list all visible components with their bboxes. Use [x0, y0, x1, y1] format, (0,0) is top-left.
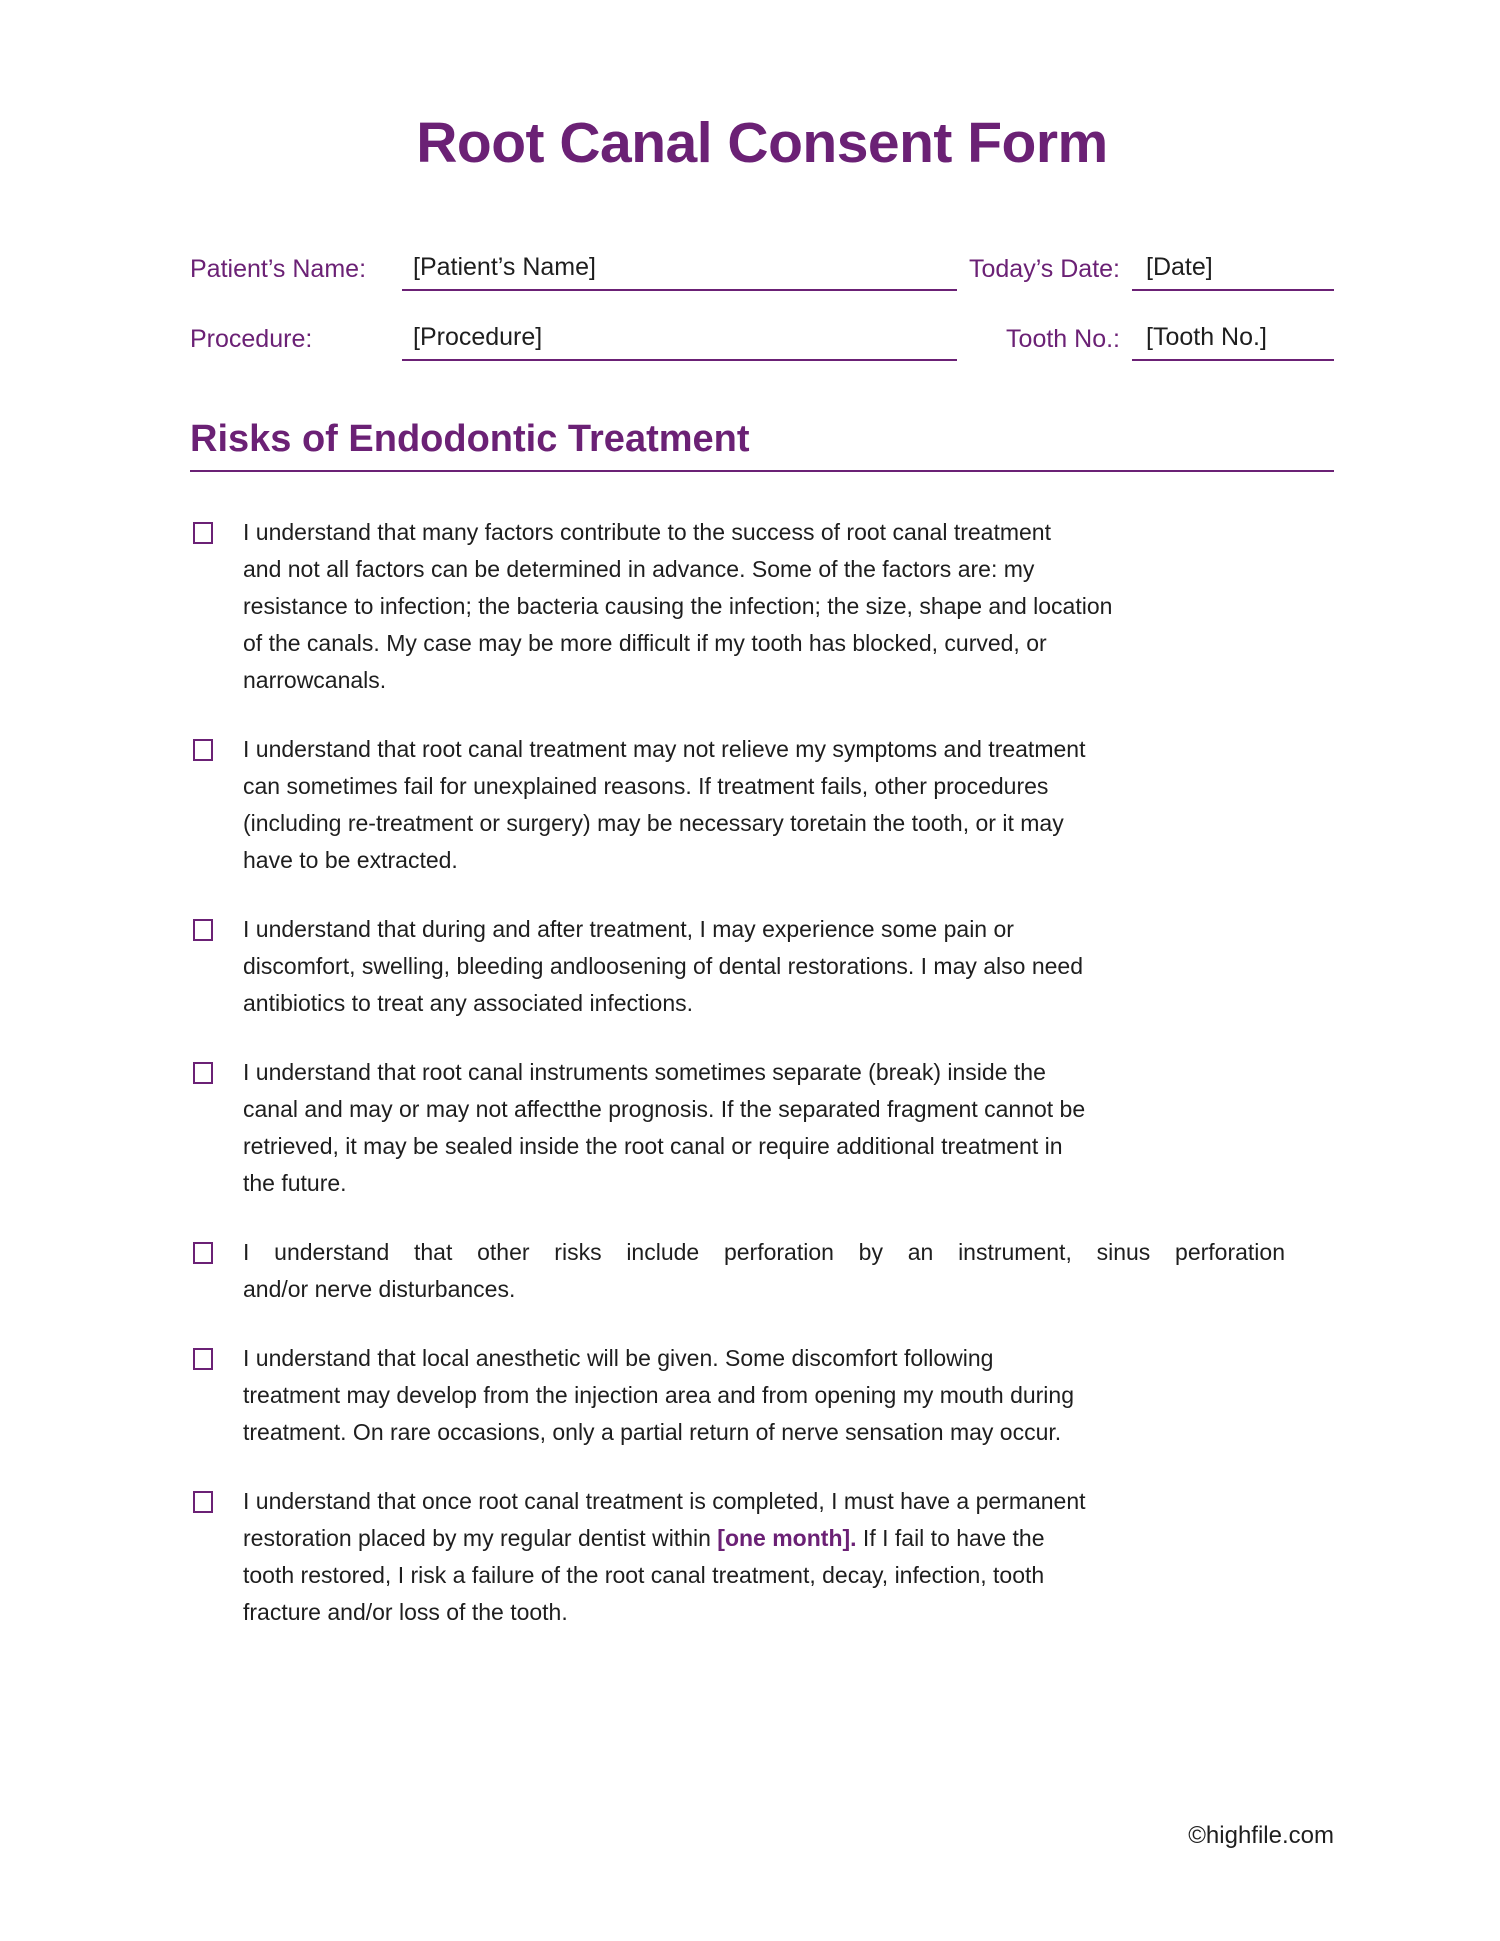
text-segment: retrieved, it may be sealed inside the root canal or require additional treatment in — [243, 1133, 1063, 1160]
item-line — [243, 1091, 1285, 1128]
item-line — [243, 662, 1285, 699]
checklist-item — [190, 1483, 1334, 1631]
item-line — [243, 842, 1285, 879]
text-segment: If I fail to have the — [856, 1525, 1045, 1552]
highlighted-text: [one month]. — [717, 1525, 857, 1552]
checklist-item — [190, 1054, 1334, 1202]
text-segment: antibiotics to treat any associated infections. — [243, 990, 694, 1017]
text-segment: treatment. On rare occasions, only a partial return of nerve sensation may occur. — [243, 1419, 1062, 1446]
text-segment: fracture and/or loss of the tooth. — [243, 1599, 568, 1626]
item-line — [243, 588, 1285, 625]
checklist-item — [190, 514, 1334, 699]
checklist-item — [190, 911, 1334, 1022]
item-line — [243, 1594, 1285, 1631]
copyright-watermark: ©highfile.com — [1188, 1822, 1334, 1849]
text-segment: I understand that local anesthetic will be given. Some discomfort following — [243, 1345, 994, 1372]
item-checkbox[interactable] — [193, 522, 213, 544]
item-checkbox[interactable] — [193, 1062, 213, 1084]
section-heading-risks: Risks of Endodontic Treatment — [190, 419, 1334, 473]
checklist-item — [190, 731, 1334, 879]
item-line — [243, 1414, 1285, 1451]
tooth-no-label: Tooth No.: — [1006, 324, 1120, 353]
item-line — [243, 1520, 1285, 1557]
item-text — [243, 1340, 1285, 1451]
text-segment: I understand that root canal treatment may not relieve my symptoms and treatment — [243, 736, 1086, 763]
item-line — [243, 731, 1285, 768]
field-row-2 — [190, 323, 1334, 361]
page-content — [190, 0, 1334, 1663]
text-segment: (including re-treatment or surgery) may be necessary toretain the tooth, or it may — [243, 810, 1064, 837]
procedure-label: Procedure: — [190, 324, 313, 353]
item-line — [243, 985, 1285, 1022]
risks-checklist — [190, 514, 1334, 1631]
item-line — [243, 1234, 1285, 1271]
item-text — [243, 1054, 1285, 1202]
item-line — [243, 1271, 1285, 1308]
item-line — [243, 514, 1285, 551]
field-group-date — [960, 253, 1334, 291]
text-segment: of the canals. My case may be more difficult if my tooth has blocked, curved, or — [243, 630, 1047, 657]
field-group-tooth-no — [960, 323, 1334, 361]
text-segment: have to be extracted. — [243, 847, 458, 874]
item-line — [243, 625, 1285, 662]
text-segment: and/or nerve disturbances. — [243, 1276, 516, 1303]
text-segment: restoration placed by my regular dentist within — [243, 1525, 718, 1552]
item-line — [243, 1557, 1285, 1594]
text-segment: and not all factors can be determined in advance. Some of the factors are: my — [243, 556, 1035, 583]
text-segment: I understand that other risks include perforation by an instrument, sinus perforation — [243, 1239, 1285, 1266]
text-segment: can sometimes fail for unexplained reasons. If treatment fails, other procedures — [243, 773, 1049, 800]
text-segment: I understand that many factors contribute to the success of root canal treatment — [243, 519, 1051, 546]
date-field[interactable]: [Date] — [1132, 253, 1334, 291]
procedure-field[interactable]: [Procedure] — [402, 323, 957, 361]
page-title: Root Canal Consent Form — [416, 111, 1108, 175]
item-checkbox[interactable] — [193, 1491, 213, 1513]
tooth-no-field[interactable]: [Tooth No.] — [1132, 323, 1334, 361]
item-checkbox[interactable] — [193, 1242, 213, 1264]
item-line — [243, 1340, 1285, 1377]
item-line — [243, 1054, 1285, 1091]
text-segment: I understand that root canal instruments sometimes separate (break) inside the — [243, 1059, 1046, 1086]
item-line — [243, 768, 1285, 805]
item-line — [243, 1165, 1285, 1202]
item-text — [243, 1483, 1285, 1631]
text-segment: discomfort, swelling, bleeding andloosening of dental restorations. I may also need — [243, 953, 1083, 980]
item-line — [243, 948, 1285, 985]
item-text — [243, 731, 1285, 879]
item-line — [243, 551, 1285, 588]
text-segment: canal and may or may not affectthe prognosis. If the separated fragment cannot be — [243, 1096, 1086, 1123]
item-checkbox[interactable] — [193, 919, 213, 941]
text-segment: tooth restored, I risk a failure of the root canal treatment, decay, infection, tooth — [243, 1562, 1045, 1589]
checklist-item — [190, 1340, 1334, 1451]
checklist-item — [190, 1234, 1334, 1308]
item-text — [243, 1234, 1285, 1308]
date-label: Today’s Date: — [968, 254, 1120, 283]
form-fields — [190, 253, 1334, 361]
item-checkbox[interactable] — [193, 739, 213, 761]
item-line — [243, 805, 1285, 842]
item-line — [243, 1377, 1285, 1414]
item-line — [243, 1483, 1285, 1520]
patient-name-field[interactable]: [Patient’s Name] — [402, 253, 957, 291]
text-segment: the future. — [243, 1170, 347, 1197]
text-segment: narrowcanals. — [243, 667, 387, 694]
field-row-1 — [190, 253, 1334, 291]
item-text — [243, 514, 1285, 699]
patient-name-label: Patient’s Name: — [190, 254, 367, 283]
text-segment: treatment may develop from the injection area and from opening my mouth during — [243, 1382, 1074, 1409]
text-segment: I understand that during and after treatment, I may experience some pain or — [243, 916, 1014, 943]
item-text — [243, 911, 1285, 1022]
item-line — [243, 911, 1285, 948]
text-segment: I understand that once root canal treatment is completed, I must have a permanent — [243, 1488, 1086, 1515]
item-checkbox[interactable] — [193, 1348, 213, 1370]
text-segment: resistance to infection; the bacteria causing the infection; the size, shape and location — [243, 593, 1113, 620]
item-line — [243, 1128, 1285, 1165]
